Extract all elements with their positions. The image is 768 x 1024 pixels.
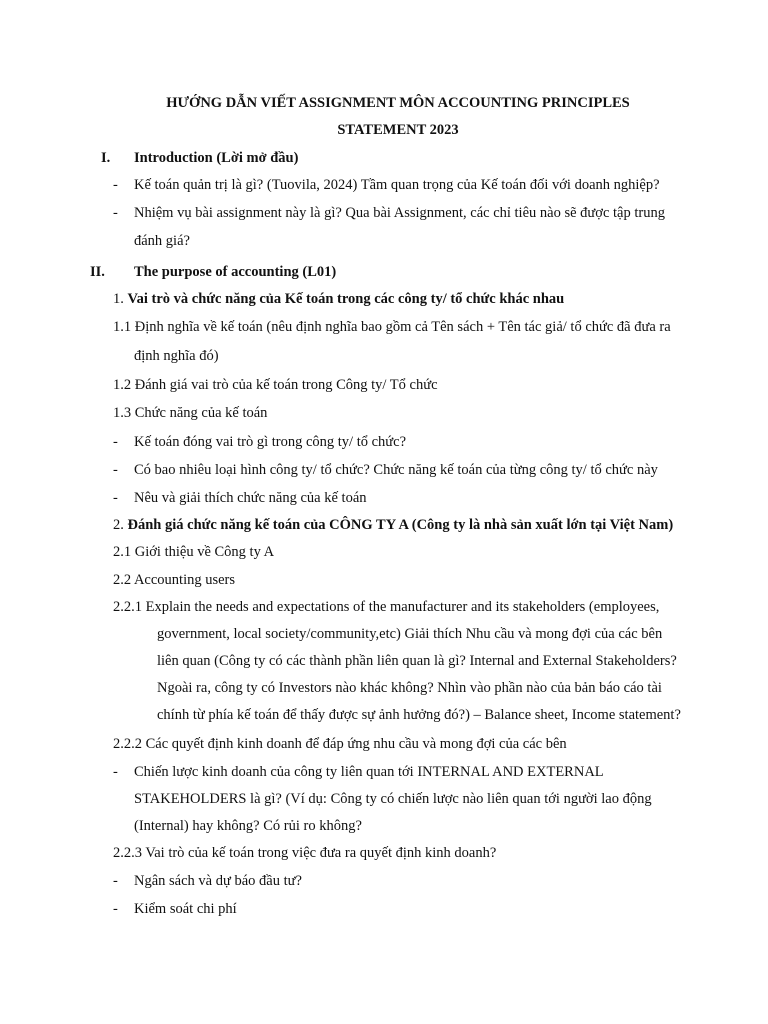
item-2-2-1: 2.2.1 Explain the needs and expectations of the manufacturer and its stakeholders (employees, — [113, 599, 660, 615]
document-title-line-1: HƯỚNG DẪN VIẾT ASSIGNMENT MÔN ACCOUNTING PRINCIPLES — [166, 95, 630, 111]
item-2-2-3: 2.2.3 Vai trò của kế toán trong việc đưa ra quyết định kinh doanh? — [113, 845, 497, 861]
bullet-marker: - — [113, 205, 118, 221]
item-2-2-1-cont-1: government, local society/community,etc) Giải thích Nhu cầu và mong đợi của các bên — [157, 626, 663, 642]
item-2-2-1-cont-4: chính từ phía kế toán để thấy được sự ảnh hưởng đó?) – Balance sheet, Income statement? — [157, 707, 681, 723]
document-title-line-2: STATEMENT 2023 — [337, 122, 459, 138]
subsection-1-number: 1. — [113, 291, 124, 307]
bullet-marker: - — [113, 901, 118, 917]
item-1-3-bullet-3: Nêu và giải thích chức năng của kế toán — [134, 490, 367, 506]
bullet-marker: - — [113, 462, 118, 478]
section-1-heading: Introduction (Lời mở đầu) — [134, 150, 299, 166]
subsection-2-heading — [113, 515, 673, 535]
subsection-1-title: Vai trò và chức năng của Kế toán trong các công ty/ tổ chức khác nhau — [127, 291, 565, 307]
bullet-marker: - — [113, 434, 118, 450]
item-1-1: 1.1 Định nghĩa về kế toán (nêu định nghĩa bao gồm cả Tên sách + Tên tác giả/ tổ chức đã đưa ra — [113, 319, 671, 335]
item-2-2-3-bullet-2: Kiểm soát chi phí — [134, 901, 237, 917]
item-2-2-1-cont-2: liên quan (Công ty có các thành phần liên quan là gì? Internal and External Stakeholders? — [157, 653, 677, 669]
item-2-2-2-bullet-cont-1: STAKEHOLDERS là gì? (Ví dụ: Công ty có chiến lược nào liên quan tới người lao động — [134, 791, 652, 807]
subsection-2-number: 2. — [113, 517, 124, 533]
section-1-bullet-2-cont: đánh giá? — [134, 233, 190, 249]
item-2-2-3-bullet-1: Ngân sách và dự báo đầu tư? — [134, 873, 302, 889]
item-1-1-cont: định nghĩa đó) — [134, 348, 219, 364]
subsection-1-heading — [113, 289, 564, 309]
section-2-numeral: II. — [90, 264, 105, 280]
item-2-2-1-cont-3: Ngoài ra, công ty có Investors nào khác không? Nhìn vào phần nào của bản báo cáo tài — [157, 680, 662, 696]
section-2-heading: The purpose of accounting (L01) — [134, 264, 337, 280]
item-1-3-bullet-1: Kế toán đóng vai trò gì trong công ty/ tổ chức? — [134, 434, 407, 450]
item-2-2-2-bullet-cont-2: (Internal) hay không? Có rủi ro không? — [134, 818, 362, 834]
item-2-2: 2.2 Accounting users — [113, 572, 236, 588]
section-1-bullet-1: Kế toán quản trị là gì? (Tuovila, 2024) Tầm quan trọng của Kế toán đối với doanh nghiệp? — [134, 177, 660, 193]
bullet-marker: - — [113, 873, 118, 889]
item-2-1: 2.1 Giới thiệu về Công ty A — [113, 544, 275, 560]
bullet-marker: - — [113, 177, 118, 193]
item-1-2: 1.2 Đánh giá vai trò của kế toán trong Công ty/ Tổ chức — [113, 377, 438, 393]
item-1-3-bullet-2: Có bao nhiêu loại hình công ty/ tổ chức? Chức năng kế toán của từng công ty/ tổ chức này — [134, 462, 658, 478]
bullet-marker: - — [113, 764, 118, 780]
bullet-marker: - — [113, 490, 118, 506]
item-2-2-2-bullet: Chiến lược kinh doanh của công ty liên quan tới INTERNAL AND EXTERNAL — [134, 764, 604, 780]
section-1-bullet-2: Nhiệm vụ bài assignment này là gì? Qua bài Assignment, các chỉ tiêu nào sẽ được tập trung — [134, 205, 665, 221]
section-1-numeral: I. — [101, 150, 111, 166]
item-2-2-2: 2.2.2 Các quyết định kinh doanh để đáp ứng nhu cầu và mong đợi của các bên — [113, 736, 567, 752]
subsection-2-title: Đánh giá chức năng kế toán của CÔNG TY A (Công ty là nhà sản xuất lớn tại Việt Nam) — [127, 517, 674, 533]
item-1-3: 1.3 Chức năng của kế toán — [113, 405, 268, 421]
